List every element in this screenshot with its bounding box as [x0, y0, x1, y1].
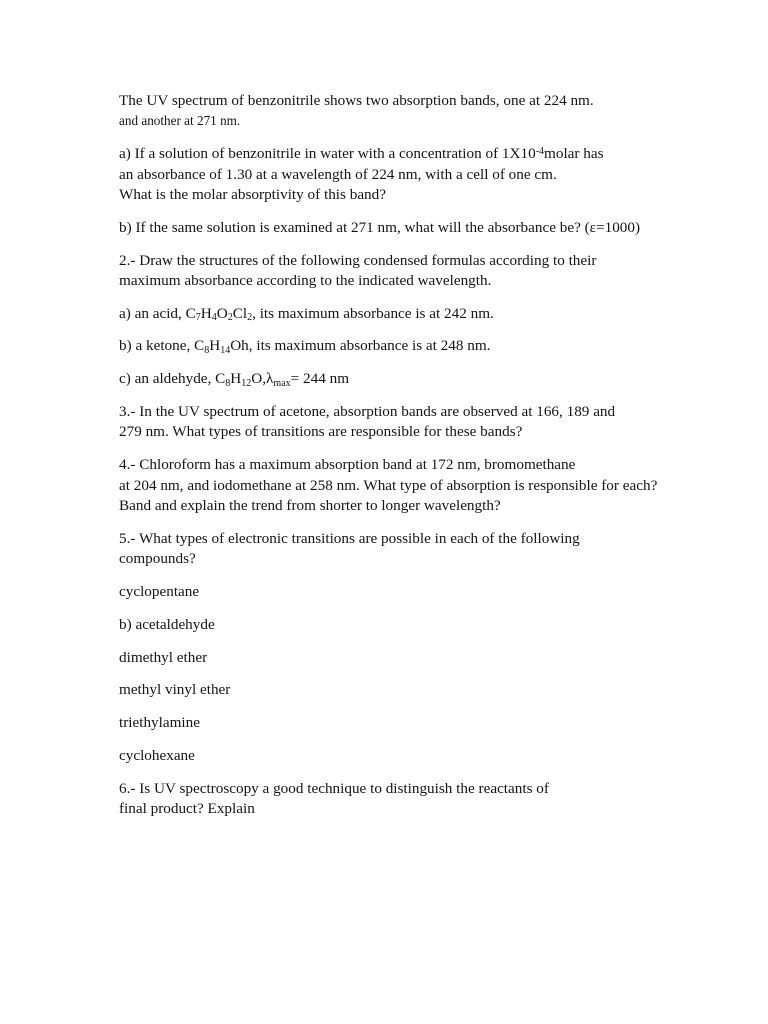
subscript: max: [273, 378, 291, 390]
question-1b: [119, 218, 739, 238]
subscript: 8: [204, 345, 210, 357]
question-2-line: maximum absorbance according to the indicated wavelength.: [119, 271, 492, 289]
question-text: a) an acid, C: [119, 304, 196, 322]
question-5-line: 5.- What types of electronic transitions are possible in each of the following: [119, 529, 580, 547]
question-text: b) a ketone, C: [119, 337, 205, 355]
subscript: 2: [227, 312, 233, 324]
question-2c-line: [119, 369, 739, 389]
compound-item: [119, 648, 739, 668]
question-1a-line: What is the molar absorptivity of this band?: [119, 185, 386, 203]
question-3: [119, 402, 739, 443]
subscript: 12: [241, 378, 252, 390]
formula-text: O: [216, 304, 228, 322]
question-text: = 244 nm: [290, 370, 350, 388]
question-2-line: 2.- Draw the structures of the following condensed formulas according to their: [119, 251, 597, 269]
compound-item: [119, 680, 739, 700]
question-6-line: 6.- Is UV spectroscopy a good technique to distinguish the reactants of: [119, 779, 549, 797]
subscript: 2: [247, 312, 253, 324]
question-1a-line: an absorbance of 1.30 at a wavelength of 224 nm, with a cell of one cm.: [119, 165, 557, 183]
formula-text: O,λ: [251, 370, 274, 388]
subscript: 8: [225, 378, 231, 390]
intro-paragraph: [119, 91, 739, 132]
question-1a-line: [119, 144, 739, 164]
formula-text: H: [200, 304, 212, 322]
subscript: 4: [211, 312, 217, 324]
question-2-prompt: [119, 251, 739, 292]
compound-name: triethylamine: [119, 714, 200, 732]
question-2a-line: [119, 304, 739, 324]
exponent: -4: [535, 145, 545, 157]
compound-name: methyl vinyl ether: [119, 681, 231, 699]
formula-text: H: [230, 370, 242, 388]
question-1a: [119, 144, 739, 205]
question-text: Oh, its maximum absorbance is at 248 nm.: [230, 337, 491, 355]
question-3-line: 279 nm. What types of transitions are responsible for these bands?: [119, 423, 523, 441]
question-4-line: Band and explain the trend from shorter to longer wavelength?: [119, 496, 501, 514]
formula-text: Cl: [232, 304, 248, 322]
compound-name: b) acetaldehyde: [119, 615, 215, 633]
formula-text: H: [209, 337, 221, 355]
question-3-line: 3.- In the UV spectrum of acetone, absorption bands are observed at 166, 189 and: [119, 403, 616, 421]
compound-name: cyclopentane: [119, 582, 200, 600]
question-2c: [119, 369, 739, 389]
compound-name: dimethyl ether: [119, 648, 208, 666]
intro-line: The UV spectrum of benzonitrile shows two absorption bands, one at 224 nm.: [119, 92, 594, 109]
question-text: a) If a solution of benzonitrile in water with a concentration of 1X10: [119, 145, 536, 163]
document-page: [119, 91, 739, 832]
intro-line-small: and another at 271 nm.: [119, 113, 241, 129]
question-6: [119, 779, 739, 820]
compound-name: cyclohexane: [119, 746, 195, 764]
question-4: [119, 455, 739, 516]
question-4-line: at 204 nm, and iodomethane at 258 nm. What type of absorption is responsible for each?: [119, 476, 658, 494]
question-6-line: final product? Explain: [119, 800, 255, 818]
question-1b-line: b) If the same solution is examined at 271 nm, what will the absorbance be? (ε=1000): [119, 218, 641, 236]
question-2a: [119, 304, 739, 324]
subscript: 14: [220, 345, 231, 357]
question-text: molar has: [544, 145, 604, 163]
question-5-line: compounds?: [119, 550, 196, 568]
compound-item: [119, 615, 739, 635]
question-text: , its maximum absorbance is at 242 nm.: [252, 304, 494, 322]
compound-item: [119, 746, 739, 766]
question-2b-line: [119, 336, 739, 356]
compound-item: [119, 582, 739, 602]
question-text: c) an aldehyde, C: [119, 370, 226, 388]
subscript: 7: [195, 312, 201, 324]
compound-item: [119, 713, 739, 733]
question-4-line: 4.- Chloroform has a maximum absorption band at 172 nm, bromomethane: [119, 456, 576, 474]
question-5-prompt: [119, 529, 739, 570]
question-2b: [119, 336, 739, 356]
